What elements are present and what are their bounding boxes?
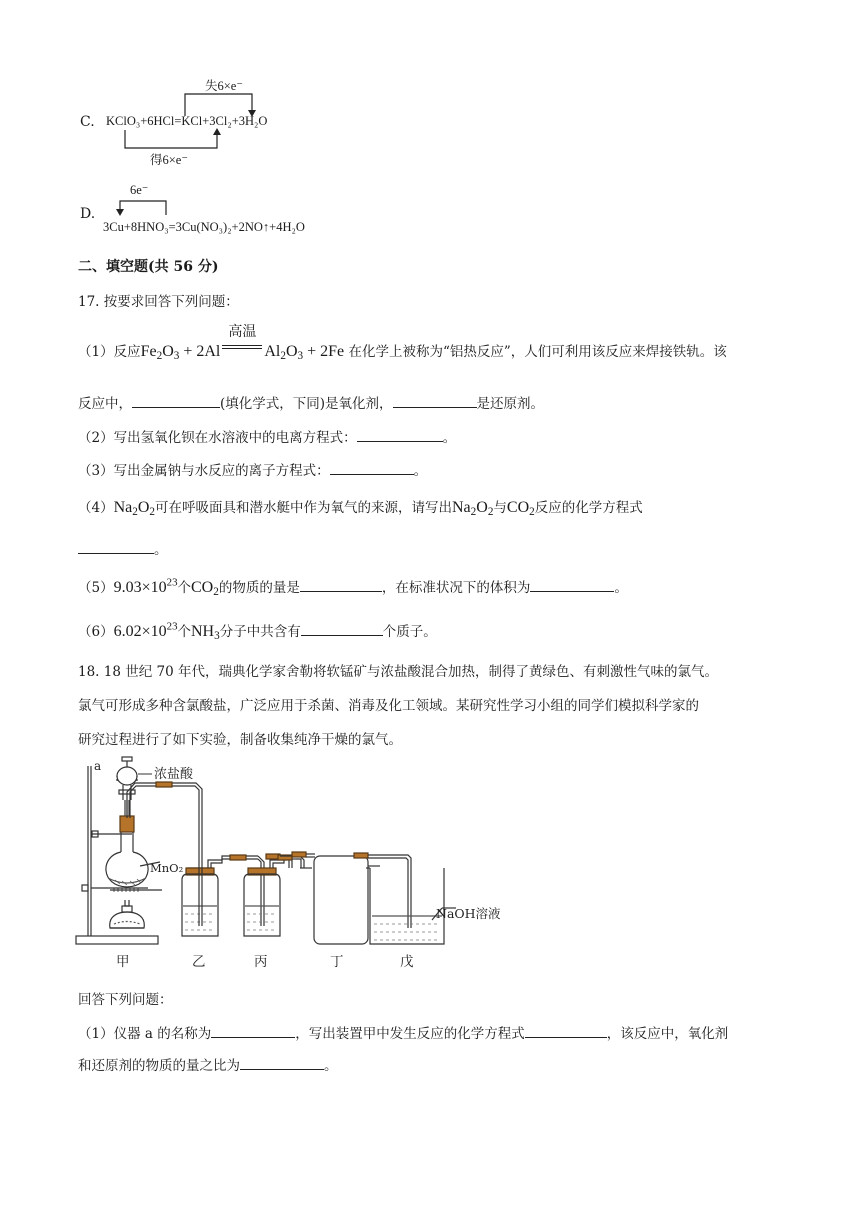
formula-na2o2: $Na_2O_2$	[113, 499, 155, 518]
q17-p5-t3: ，在标准状况下的体积为	[381, 580, 531, 596]
instrument-name-blank[interactable]	[211, 1023, 295, 1038]
q17-p5-t1: 个	[177, 580, 191, 596]
q17-p6-t1: 个	[177, 624, 191, 640]
label-bing: 丙	[254, 954, 268, 970]
q17-number: 17.	[78, 294, 100, 310]
q17-p6-number: $6.02\times 10^{23}$	[113, 620, 178, 640]
q17-p3	[78, 459, 427, 479]
q18-p1-line2	[78, 1054, 338, 1074]
q17-p6-t2: 分子中共含有	[219, 624, 301, 640]
q18-line2: 氯气可形成多种含氯酸盐，广泛应用于杀菌、消毒及化工领域。某研究性学习小组的同学们模拟科学家的	[78, 698, 699, 714]
q17-p1-after: 在化学上被称为“铝热反应”，人们可利用该反应来焊接铁轨。该	[348, 344, 727, 360]
lamp-wick	[125, 900, 129, 906]
q17-p4-label: （4）	[78, 500, 114, 516]
q17-p5-end: 。	[614, 580, 628, 596]
q17-p1-line2c: 是还原剂。	[476, 396, 545, 412]
q17-p1-line2a: 反应中，	[78, 396, 132, 412]
q17-p4-end: 。	[154, 542, 168, 558]
q17-stem	[78, 290, 239, 310]
bottle-bing	[244, 874, 280, 936]
option-c-bottom-note: 得6×e⁻	[150, 153, 188, 167]
rubber-joint-1	[156, 782, 172, 787]
q18-line1: 18. 18 世纪 70 年代，瑞典化学家舍勒将软锰矿与浓盐酸混合加热，制得了黄绿色、有刺激性气味的氯气。	[78, 664, 718, 680]
option-d-letter: D.	[80, 206, 96, 222]
q17-p6	[78, 620, 437, 642]
q18-p1-a: （1）仪器 a 的名称为	[78, 1026, 212, 1042]
q17-p2	[78, 426, 456, 446]
rubber-joint-4	[292, 852, 306, 857]
q18-p1-end: 。	[324, 1058, 338, 1074]
na2o2-equation-blank[interactable]	[78, 539, 154, 554]
option-c-equation: KClO₃+6HCl=KCl+3Cl₂+3H₂O	[106, 114, 268, 128]
q17-p6-label: （6）	[78, 624, 114, 640]
reaction-equation-blank[interactable]	[525, 1023, 607, 1038]
formula-co2-3: $CO_2$	[191, 579, 219, 598]
formula-nh3: $NH_3$	[191, 623, 220, 642]
q17-p1-label: （1）反应	[78, 344, 141, 360]
option-d-equation: 3Cu+8HNO₃=3Cu(NO₃)₂+2NO↑+4H₂O	[103, 220, 305, 234]
rubber-joint-5	[354, 853, 368, 858]
q17-p3-end: 。	[413, 463, 428, 479]
thermite-products: $Al_2O_3 + 2Fe$	[264, 343, 345, 362]
q17-p5-t2: 的物质的量是	[218, 580, 300, 596]
ionization-blank[interactable]	[357, 427, 443, 442]
oxidant-blank[interactable]	[132, 393, 220, 408]
volume-blank[interactable]	[530, 577, 614, 592]
option-c-top-note: 失6×e⁻	[205, 79, 243, 93]
q17-p5-label: （5）	[78, 580, 114, 596]
ratio-blank[interactable]	[240, 1055, 324, 1070]
thermite-reactants: $Fe_2O_3 + 2Al$	[140, 343, 221, 362]
alcohol-lamp	[110, 912, 145, 928]
q17-p6-t3: 个质子。	[382, 624, 437, 640]
section-title: 二、填空题(共 56 分)	[78, 259, 219, 275]
reductant-blank[interactable]	[393, 393, 477, 408]
option-d-top-note: 6e⁻	[130, 183, 149, 197]
label-a: a	[94, 759, 102, 773]
q17-p4-t3: 反应的化学方程式	[534, 500, 643, 516]
collecting-bottle-ding	[314, 856, 368, 944]
q18-p1-b: ，写出装置甲中发生反应的化学方程式	[295, 1026, 525, 1042]
q17-p4-line2	[78, 538, 168, 558]
q18-p1-line1	[78, 1022, 728, 1042]
formula-co2: $CO_2$	[506, 499, 535, 518]
q17-p1-line2	[78, 392, 544, 412]
round-bottom-flask	[106, 852, 148, 887]
beaker-wu	[370, 868, 444, 944]
condition-label: 高温	[228, 324, 257, 340]
q17-p1-line1	[78, 324, 727, 362]
label-naoh: NaOH溶液	[436, 906, 501, 921]
label-conc-hcl: 浓盐酸	[154, 767, 194, 782]
label-mno2: MnO₂	[150, 861, 184, 875]
q17-p1-line2b: (填化学式，下同)是氧化剂，	[220, 396, 393, 412]
bottle-yi	[182, 874, 218, 936]
q17-stem-text: 按要求回答下列问题：	[103, 294, 239, 310]
q17-p5	[78, 576, 628, 598]
option-c-letter: C.	[80, 114, 95, 130]
q17-p2-text: （2）写出氢氧化钡在水溶液中的电离方程式：	[78, 430, 357, 446]
reaction-condition	[220, 324, 264, 356]
ionic-equation-blank[interactable]	[330, 460, 414, 475]
flask-stopper	[120, 816, 134, 832]
q17-p2-end: 。	[442, 430, 457, 446]
delivery-tube-1	[130, 786, 199, 864]
q18-line3: 研究过程进行了如下实验，制备收集纯净干燥的氯气。	[78, 732, 402, 748]
chlorine-apparatus-figure	[70, 756, 530, 976]
separatory-funnel	[117, 767, 137, 785]
q18-p1-c: ，该反应中，氧化剂	[606, 1026, 729, 1042]
q17-p5-number: $9.03\times 10^{23}$	[113, 576, 178, 596]
rubber-joint-2	[230, 855, 246, 860]
label-jia: 甲	[116, 954, 130, 970]
proton-count-blank[interactable]	[301, 621, 383, 636]
q18-answer-intro: 回答下列问题：	[78, 992, 173, 1008]
label-yi: 乙	[192, 954, 206, 970]
stand-base	[76, 936, 158, 944]
label-ding: 丁	[330, 954, 344, 970]
q17-p4-t2: 与	[493, 500, 507, 516]
amount-blank[interactable]	[300, 577, 382, 592]
q18-p1-d: 和还原剂的物质的量之比为	[78, 1058, 240, 1074]
option-d-electron-bridge	[100, 185, 200, 225]
q17-p3-text: （3）写出金属钠与水反应的离子方程式：	[78, 463, 330, 479]
label-wu: 戊	[400, 954, 414, 970]
q17-p4-line1	[78, 496, 643, 518]
q17-p4-t1: 可在呼吸面具和潜水艇中作为氧气的来源，请写出	[155, 500, 452, 516]
formula-na2o2-2: $Na_2O_2$	[452, 499, 494, 518]
